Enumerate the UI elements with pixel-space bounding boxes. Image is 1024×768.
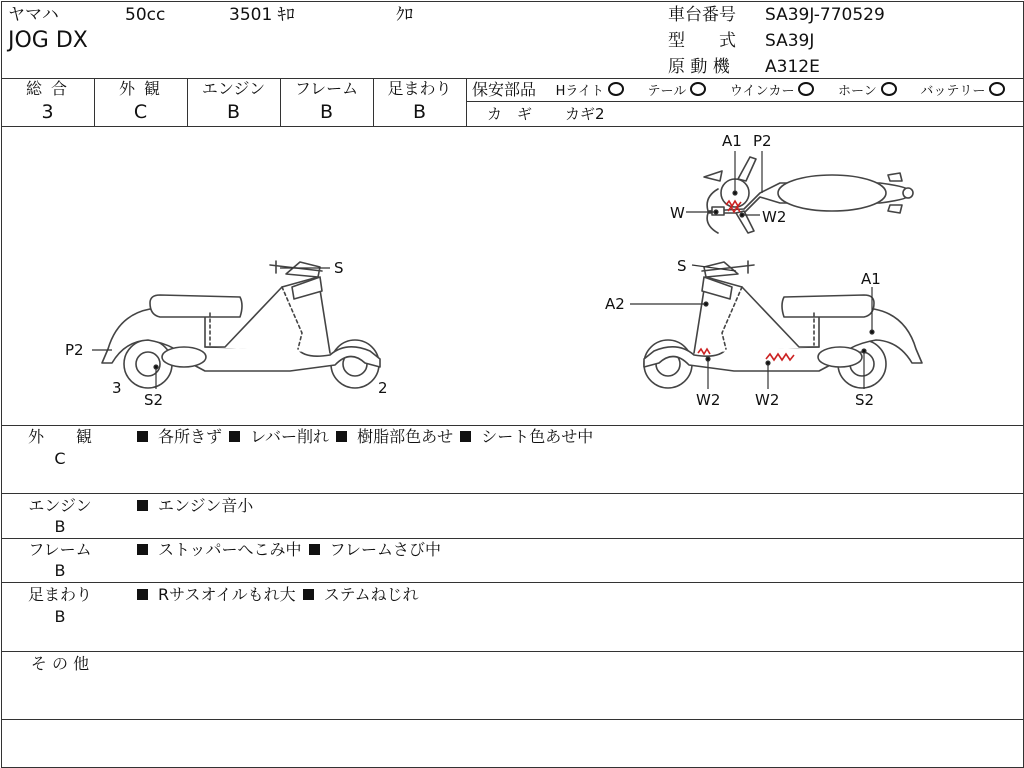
square-bullet-icon <box>137 500 148 511</box>
label-w2-right-b: W2 <box>755 391 780 409</box>
label-w-top: W <box>670 204 685 222</box>
square-bullet-icon <box>229 431 240 442</box>
safety-item-horn: ホーン <box>838 84 877 99</box>
grade-engine <box>187 80 280 123</box>
note-item: 各所きず <box>158 427 223 446</box>
note-item: シート色あせ中 <box>481 427 594 446</box>
maker: ヤマハ <box>8 5 59 25</box>
label-w2-top: W2 <box>762 208 787 226</box>
grade-overall <box>1 80 94 123</box>
grade-value: C <box>133 101 148 123</box>
grade-value: B <box>412 101 427 123</box>
note-item: レバー削れ <box>250 427 329 446</box>
square-bullet-icon <box>336 431 347 442</box>
safety-item-winker: ウインカー <box>729 84 795 99</box>
section-exterior-items <box>135 426 593 448</box>
section-frame-items <box>135 539 441 561</box>
grade-label: 外 観 <box>118 79 163 98</box>
ok-circle-icon <box>608 82 624 96</box>
grade-suspension <box>373 80 466 123</box>
grade-label: 足まわり <box>387 79 452 98</box>
square-bullet-icon <box>303 589 314 600</box>
grade-label: フレーム <box>294 79 359 98</box>
divider <box>1 651 1023 652</box>
note-item: Rサスオイルもれ大 <box>158 585 296 604</box>
grade-label: 総 合 <box>25 79 70 98</box>
key-label: カ ギ <box>487 105 533 123</box>
section-label: エンジン <box>28 496 92 515</box>
label-a2-right: A2 <box>605 295 625 313</box>
note-item: ステムねじれ <box>323 585 419 604</box>
section-suspension-items <box>135 584 419 606</box>
section-grade: B <box>54 517 66 536</box>
frame-no: SA39J-770529 <box>765 5 885 25</box>
section-label: そ の 他 <box>30 654 90 673</box>
label-s-right: S <box>677 257 687 275</box>
key-value: カギ2 <box>565 105 605 123</box>
inspection-diagram <box>0 127 1024 425</box>
label-p2-left: P2 <box>65 341 84 359</box>
square-bullet-icon <box>137 589 148 600</box>
note-item: フレームさび中 <box>329 540 441 559</box>
mileage: 3501 ｷﾛ <box>229 5 295 25</box>
grade-value: 3 <box>41 101 54 123</box>
type-label: 型 式 <box>668 31 736 51</box>
square-bullet-icon <box>137 544 148 555</box>
note-item: エンジン音小 <box>158 496 254 515</box>
ok-circle-icon <box>881 82 897 96</box>
label-a1-right: A1 <box>861 270 881 288</box>
type-value: SA39J <box>765 31 815 51</box>
divider <box>466 78 467 126</box>
grade-label: エンジン <box>201 79 266 98</box>
safety-item-battery: バッテリー <box>920 84 986 99</box>
divider <box>1 493 1023 494</box>
model-name: JOG DX <box>8 28 88 53</box>
ok-circle-icon <box>798 82 814 96</box>
grade-value: B <box>226 101 241 123</box>
square-bullet-icon <box>137 431 148 442</box>
divider <box>1 719 1023 720</box>
grade-frame <box>280 80 373 123</box>
label-3-left: 3 <box>112 379 122 397</box>
label-s2-right: S2 <box>855 391 875 409</box>
square-bullet-icon <box>460 431 471 442</box>
section-label: フレーム <box>28 540 92 559</box>
label-w2-right-a: W2 <box>696 391 721 409</box>
section-grade: B <box>54 561 66 580</box>
label-s-left: S <box>334 259 344 277</box>
section-engine-items <box>135 495 253 517</box>
section-grade: C <box>54 449 66 468</box>
engine-label: 原 動 機 <box>668 57 730 77</box>
displacement: 50cc <box>125 5 166 25</box>
grade-value: B <box>319 101 334 123</box>
ok-circle-icon <box>989 82 1005 96</box>
section-label: 外 観 <box>27 427 92 446</box>
section-label: 足まわり <box>27 585 92 604</box>
color: ｸﾛ <box>396 5 413 25</box>
note-item: 樹脂部色あせ <box>357 427 454 446</box>
grade-exterior <box>94 80 187 123</box>
engine-value: A312E <box>765 57 820 77</box>
label-2-left: 2 <box>378 379 388 397</box>
label-p2-top: P2 <box>753 132 772 150</box>
safety-parts <box>472 80 1005 102</box>
divider <box>1 582 1023 583</box>
note-item: ストッパーへこみ中 <box>158 540 302 559</box>
ok-circle-icon <box>690 82 706 96</box>
label-a1-top: A1 <box>722 132 742 150</box>
label-s2-left: S2 <box>144 391 164 409</box>
square-bullet-icon <box>309 544 320 555</box>
scooter-side-left <box>102 261 380 388</box>
safety-item-tail: テール <box>647 84 687 99</box>
safety-item-headlight: Hライト <box>555 84 604 99</box>
frame-no-label: 車台番号 <box>668 5 736 25</box>
safety-label: 保安部品 <box>472 80 537 99</box>
section-grade: B <box>54 607 66 626</box>
